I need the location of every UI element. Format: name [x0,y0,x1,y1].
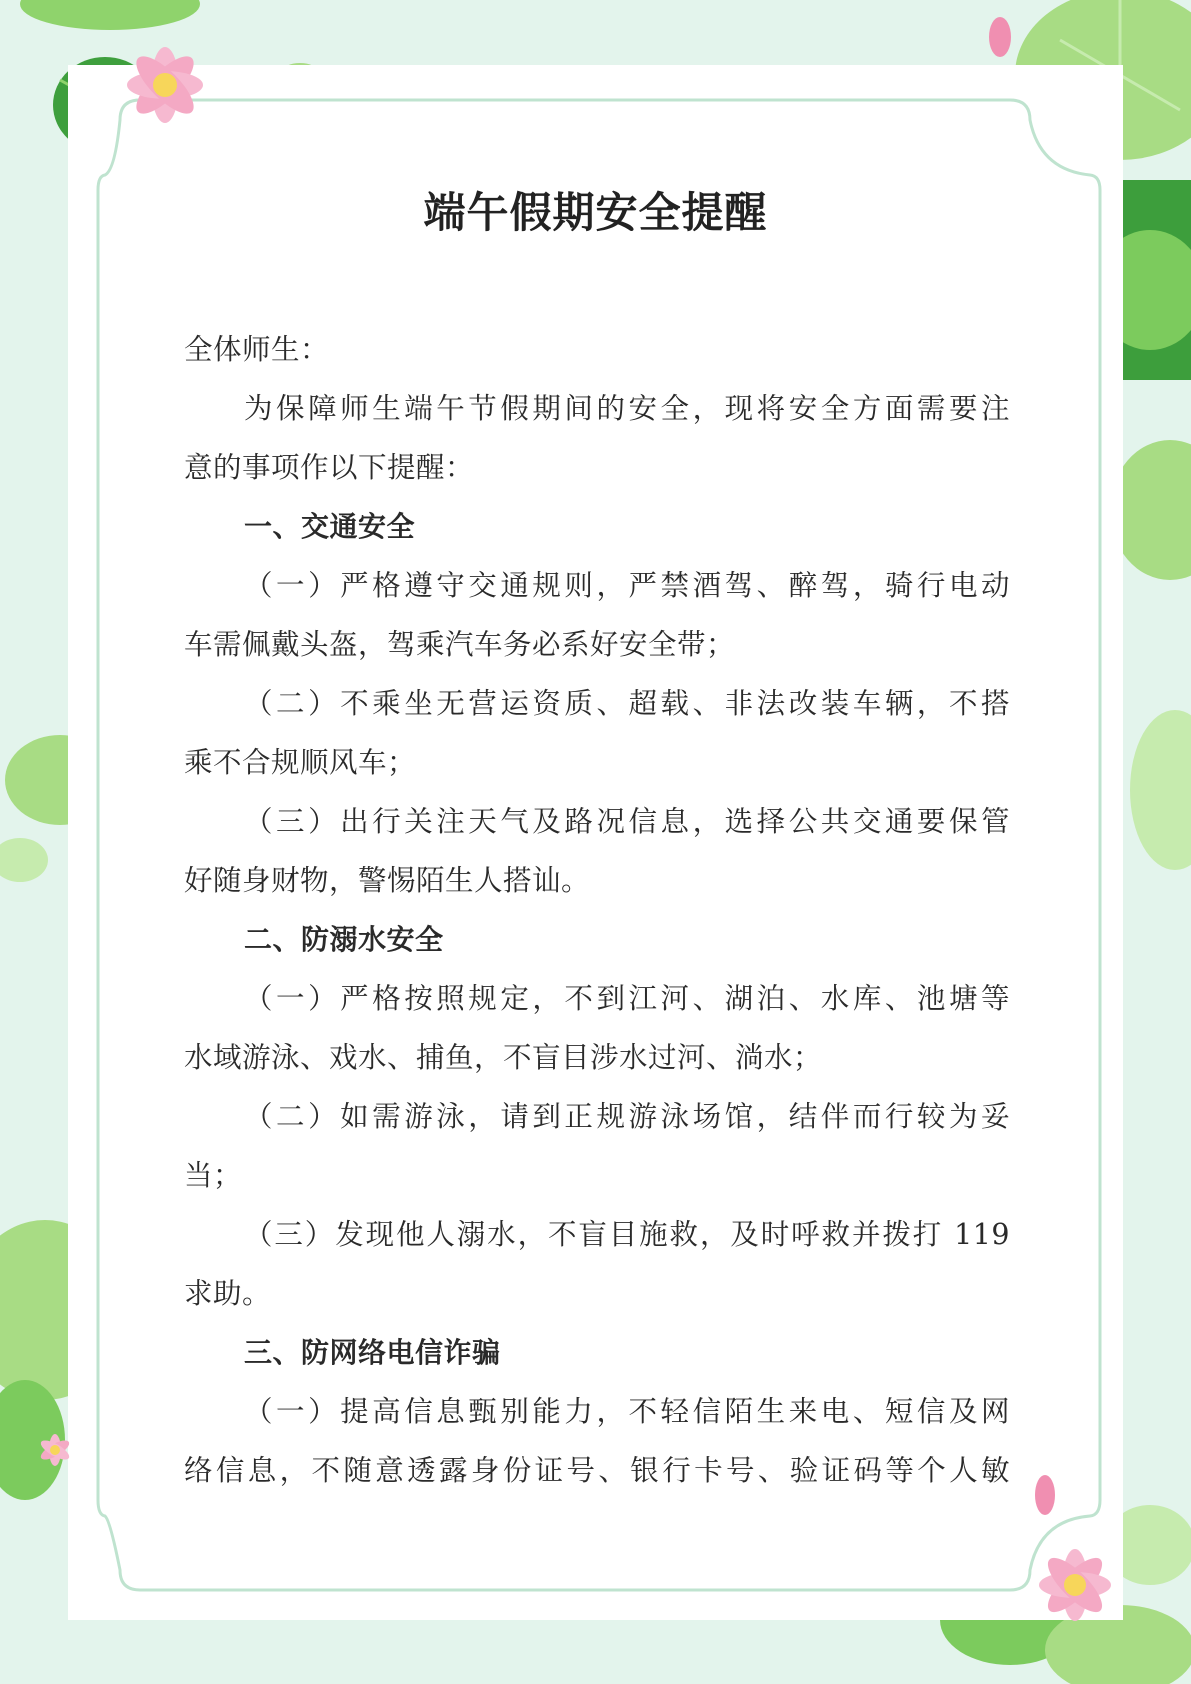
paragraph-lines [184,379,1010,1500]
text-line: （三）出行关注天气及路况信息，选择公共交通要保管 [244,805,1010,838]
text-line: 意的事项作以下提醒： [184,451,475,484]
text-line: 当； [184,1159,243,1192]
lotus-bud-icon [1030,1470,1060,1520]
lotus-bud-icon [985,15,1015,65]
lotus-flower-icon [35,1430,75,1470]
text-line: （一）严格遵守交通规则，严禁酒驾、醉驾，骑行电动 [244,569,1010,602]
section-heading: 二、防溺水安全 [244,923,444,956]
section-heading: 三、防网络电信诈骗 [244,1336,501,1369]
text-line: 好随身财物，警惕陌生人搭讪。 [184,864,591,897]
lotus-flower-icon [110,35,220,135]
text-line: （二）如需游泳，请到正规游泳场馆，结伴而行较为妥 [244,1100,1010,1133]
text-line: （三）发现他人溺水，不盲目施救，及时呼救并拨打 119 [244,1218,1010,1251]
text-line: 为保障师生端午节假期间的安全，现将安全方面需要注 [244,392,1010,425]
document-body [184,320,1010,1500]
section-heading: 一、交通安全 [244,510,416,543]
text-line: （一）提高信息甄别能力，不轻信陌生来电、短信及网 [244,1395,1010,1428]
text-line: 车需佩戴头盔，驾乘汽车务必系好安全带； [184,628,736,661]
salutation: 全体师生： [184,333,330,366]
text-line: 求助。 [184,1277,272,1310]
text-line: 水域游泳、戏水、捕鱼，不盲目涉水过河、淌水； [184,1041,823,1074]
lotus-flower-icon [1025,1535,1125,1635]
text-line: （一）严格按照规定，不到江河、湖泊、水库、池塘等 [244,982,1010,1015]
document-title: 端午假期安全提醒 [423,188,768,237]
text-line: （二）不乘坐无营运资质、超载、非法改装车辆，不搭 [244,687,1010,720]
text-line: 络信息，不随意透露身份证号、银行卡号、验证码等个人敏 [184,1454,1010,1487]
text-line: 乘不合规顺风车； [184,746,417,779]
